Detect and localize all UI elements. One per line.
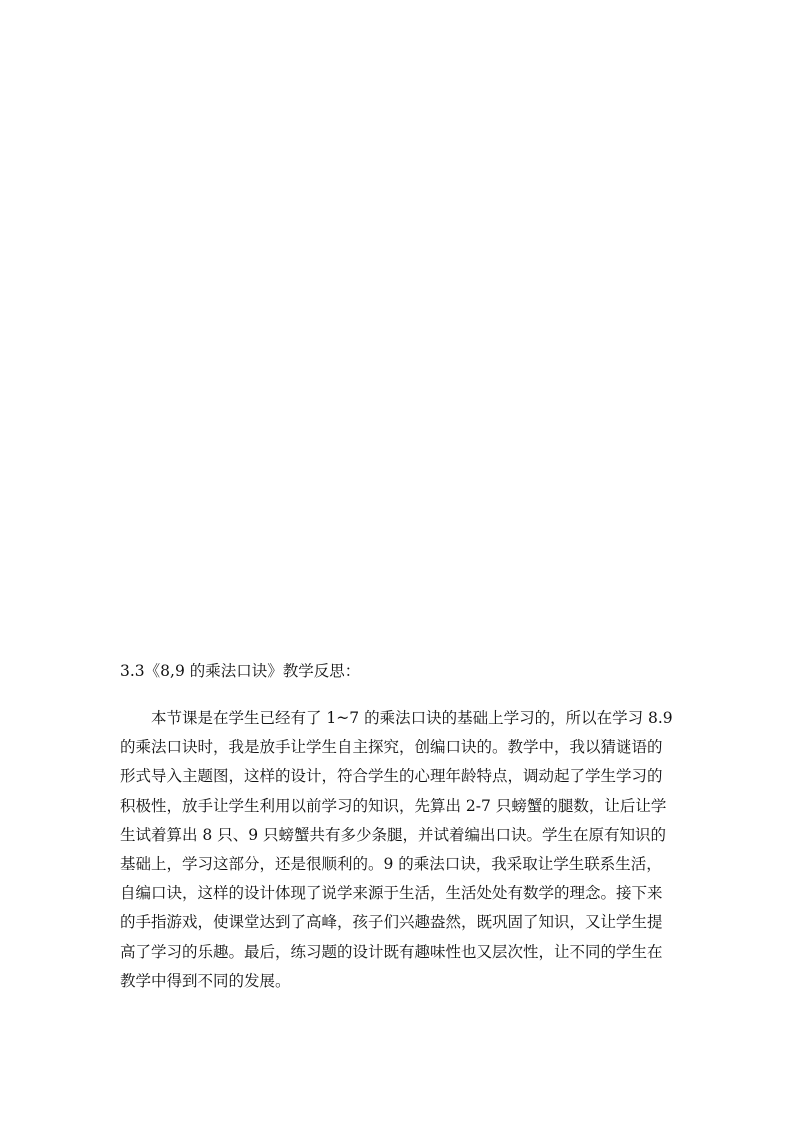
- paragraph-line: 自编口诀，这样的设计体现了说学来源于生活，生活处处有数学的理念。接下来: [120, 884, 663, 903]
- paragraph-line: 教学中得到不同的发展。: [120, 971, 291, 990]
- paragraph-line: 的乘法口诀时，我是放手让学生自主探究，创编口诀的。教学中，我以猜谜语的: [120, 738, 663, 757]
- paragraph-line: 高了学习的乐趣。最后，练习题的设计既有趣味性也又层次性，让不同的学生在: [120, 942, 663, 961]
- paragraph-line: 的手指游戏，使课堂达到了高峰，孩子们兴趣盎然，既巩固了知识，又让学生提: [120, 913, 663, 932]
- paragraph-line: 生试着算出 8 只、9 只螃蟹共有多少条腿，并试着编出口诀。学生在原有知识的: [120, 825, 667, 844]
- paragraph-line: 形式导入主题图，这样的设计，符合学生的心理年龄特点，调动起了学生学习的: [120, 767, 663, 786]
- section-heading: 3.3《8,9 的乘法口诀》教学反思：: [120, 662, 361, 680]
- paragraph-line: 本节课是在学生已经有了 1~7 的乘法口诀的基础上学习的，所以在学习 8.9: [151, 709, 673, 727]
- reflection-paragraph: [120, 704, 673, 996]
- document-body: [120, 658, 673, 996]
- paragraph-line: 基础上，学习这部分，还是很顺利的。9 的乘法口诀，我采取让学生联系生活，: [120, 855, 662, 874]
- paragraph-line: 积极性，放手让学生利用以前学习的知识，先算出 2-7 只螃蟹的腿数，让后让学: [120, 796, 667, 815]
